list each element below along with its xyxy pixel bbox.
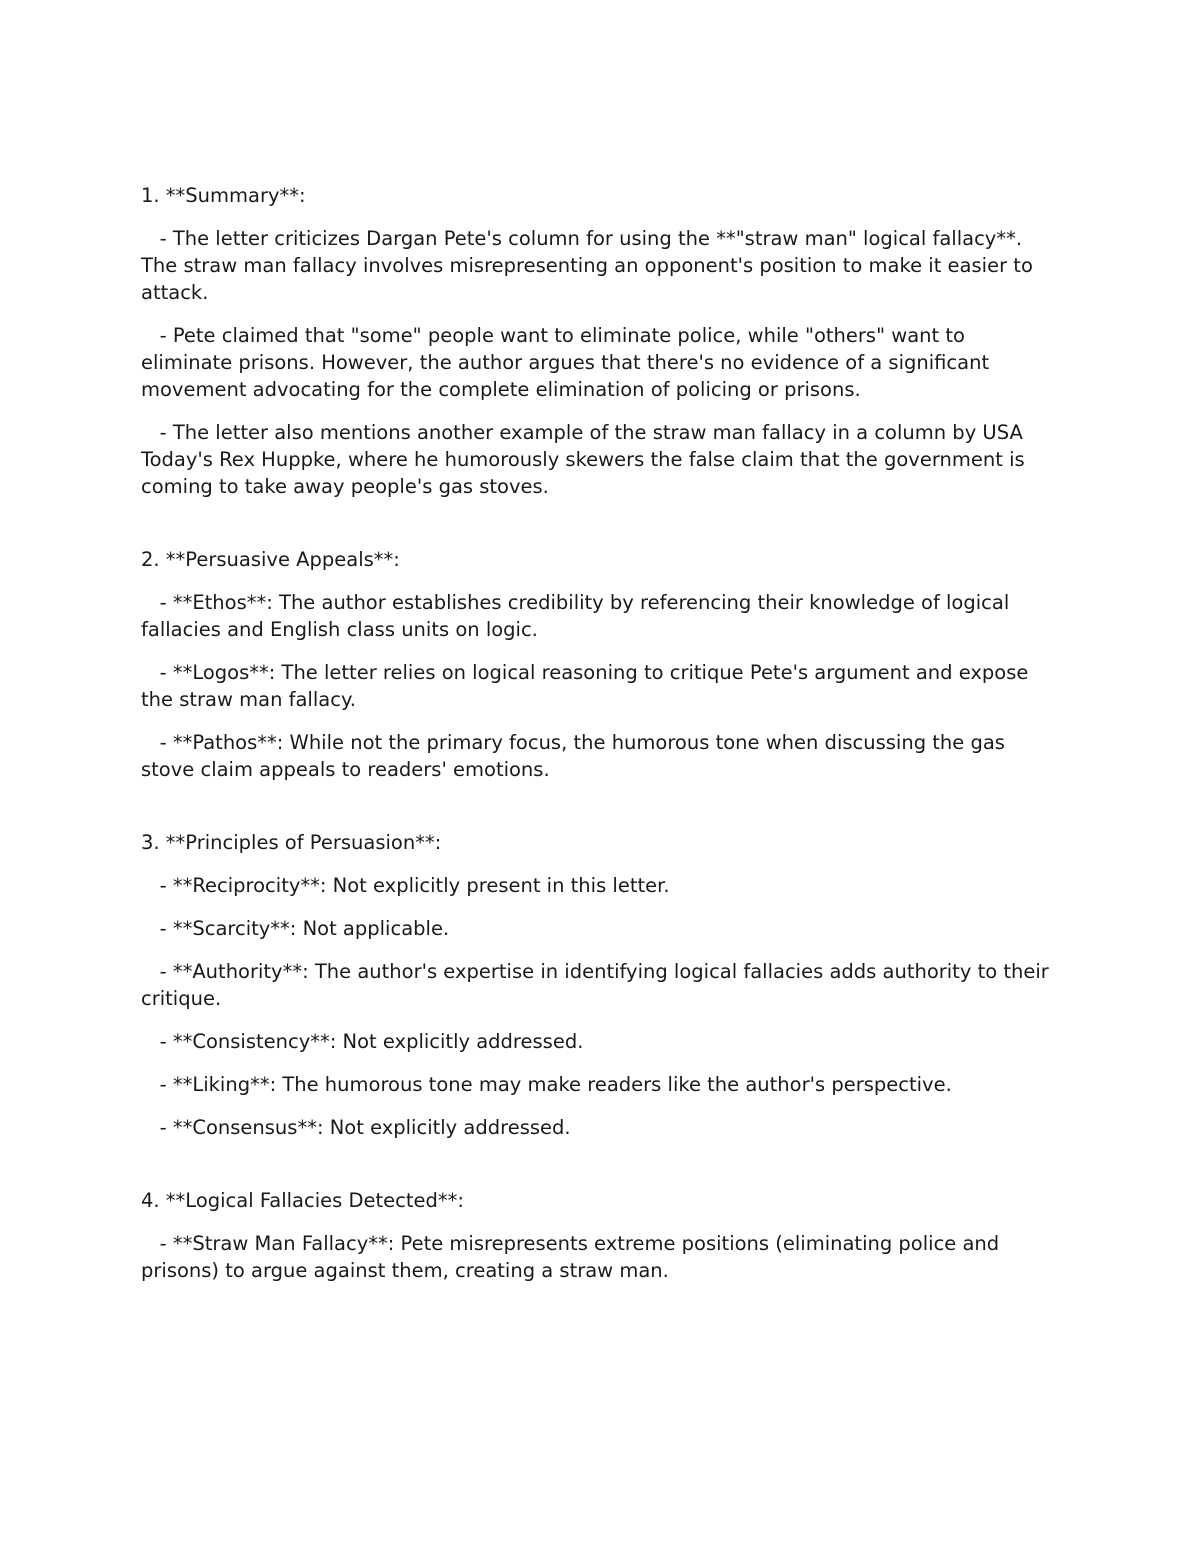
list-item: - **Pathos**: While not the primary focus, the humorous tone when discussing the gas stove claim appeals to readers' emotions.: [141, 731, 1012, 781]
section-heading: 2. **Persuasive Appeals**:: [141, 548, 400, 571]
list-item: - **Consistency**: Not explicitly addressed.: [141, 1030, 584, 1053]
list-item: - **Consensus**: Not explicitly addressed.: [141, 1116, 571, 1139]
list-item: - **Straw Man Fallacy**: Pete misrepresents extreme positions (eliminating police and prisons) to argue against them, creating a straw man.: [141, 1232, 1006, 1282]
list-item: - The letter also mentions another example of the straw man fallacy in a column by USA Today's Rex Huppke, where he humorously skewers the false claim that the government is coming to take away people's gas stoves.: [141, 421, 1031, 498]
section-heading: 3. **Principles of Persuasion**:: [141, 831, 442, 854]
section-persuasive-appeals: [141, 546, 1061, 783]
list-item: - The letter criticizes Dargan Pete's column for using the **"straw man" logical fallacy**. The straw man fallacy involves misrepresenting an opponent's position to make it easier to attack.: [141, 227, 1040, 304]
list-item: - Pete claimed that "some" people want to eliminate police, while "others" want to eliminate prisons. However, the author argues that there's no evidence of a significant movement advocating for the complete elimination of policing or prisons.: [141, 324, 996, 401]
list-item: - **Scarcity**: Not applicable.: [141, 917, 450, 940]
document-page: [141, 182, 1061, 1284]
section-heading: 4. **Logical Fallacies Detected**:: [141, 1189, 464, 1212]
section-principles-of-persuasion: [141, 829, 1061, 1141]
list-item: - **Reciprocity**: Not explicitly present in this letter.: [141, 874, 670, 897]
list-item: - **Liking**: The humorous tone may make readers like the author's perspective.: [141, 1073, 952, 1096]
list-item: - **Authority**: The author's expertise in identifying logical fallacies adds authority to their critique.: [141, 960, 1055, 1010]
list-item: - **Ethos**: The author establishes credibility by referencing their knowledge of logical fallacies and English class units on logic.: [141, 591, 1016, 641]
list-item: - **Logos**: The letter relies on logical reasoning to critique Pete's argument and expose the straw man fallacy.: [141, 661, 1035, 711]
section-summary: [141, 182, 1061, 500]
section-heading: 1. **Summary**:: [141, 184, 306, 207]
section-logical-fallacies: [141, 1187, 1061, 1284]
